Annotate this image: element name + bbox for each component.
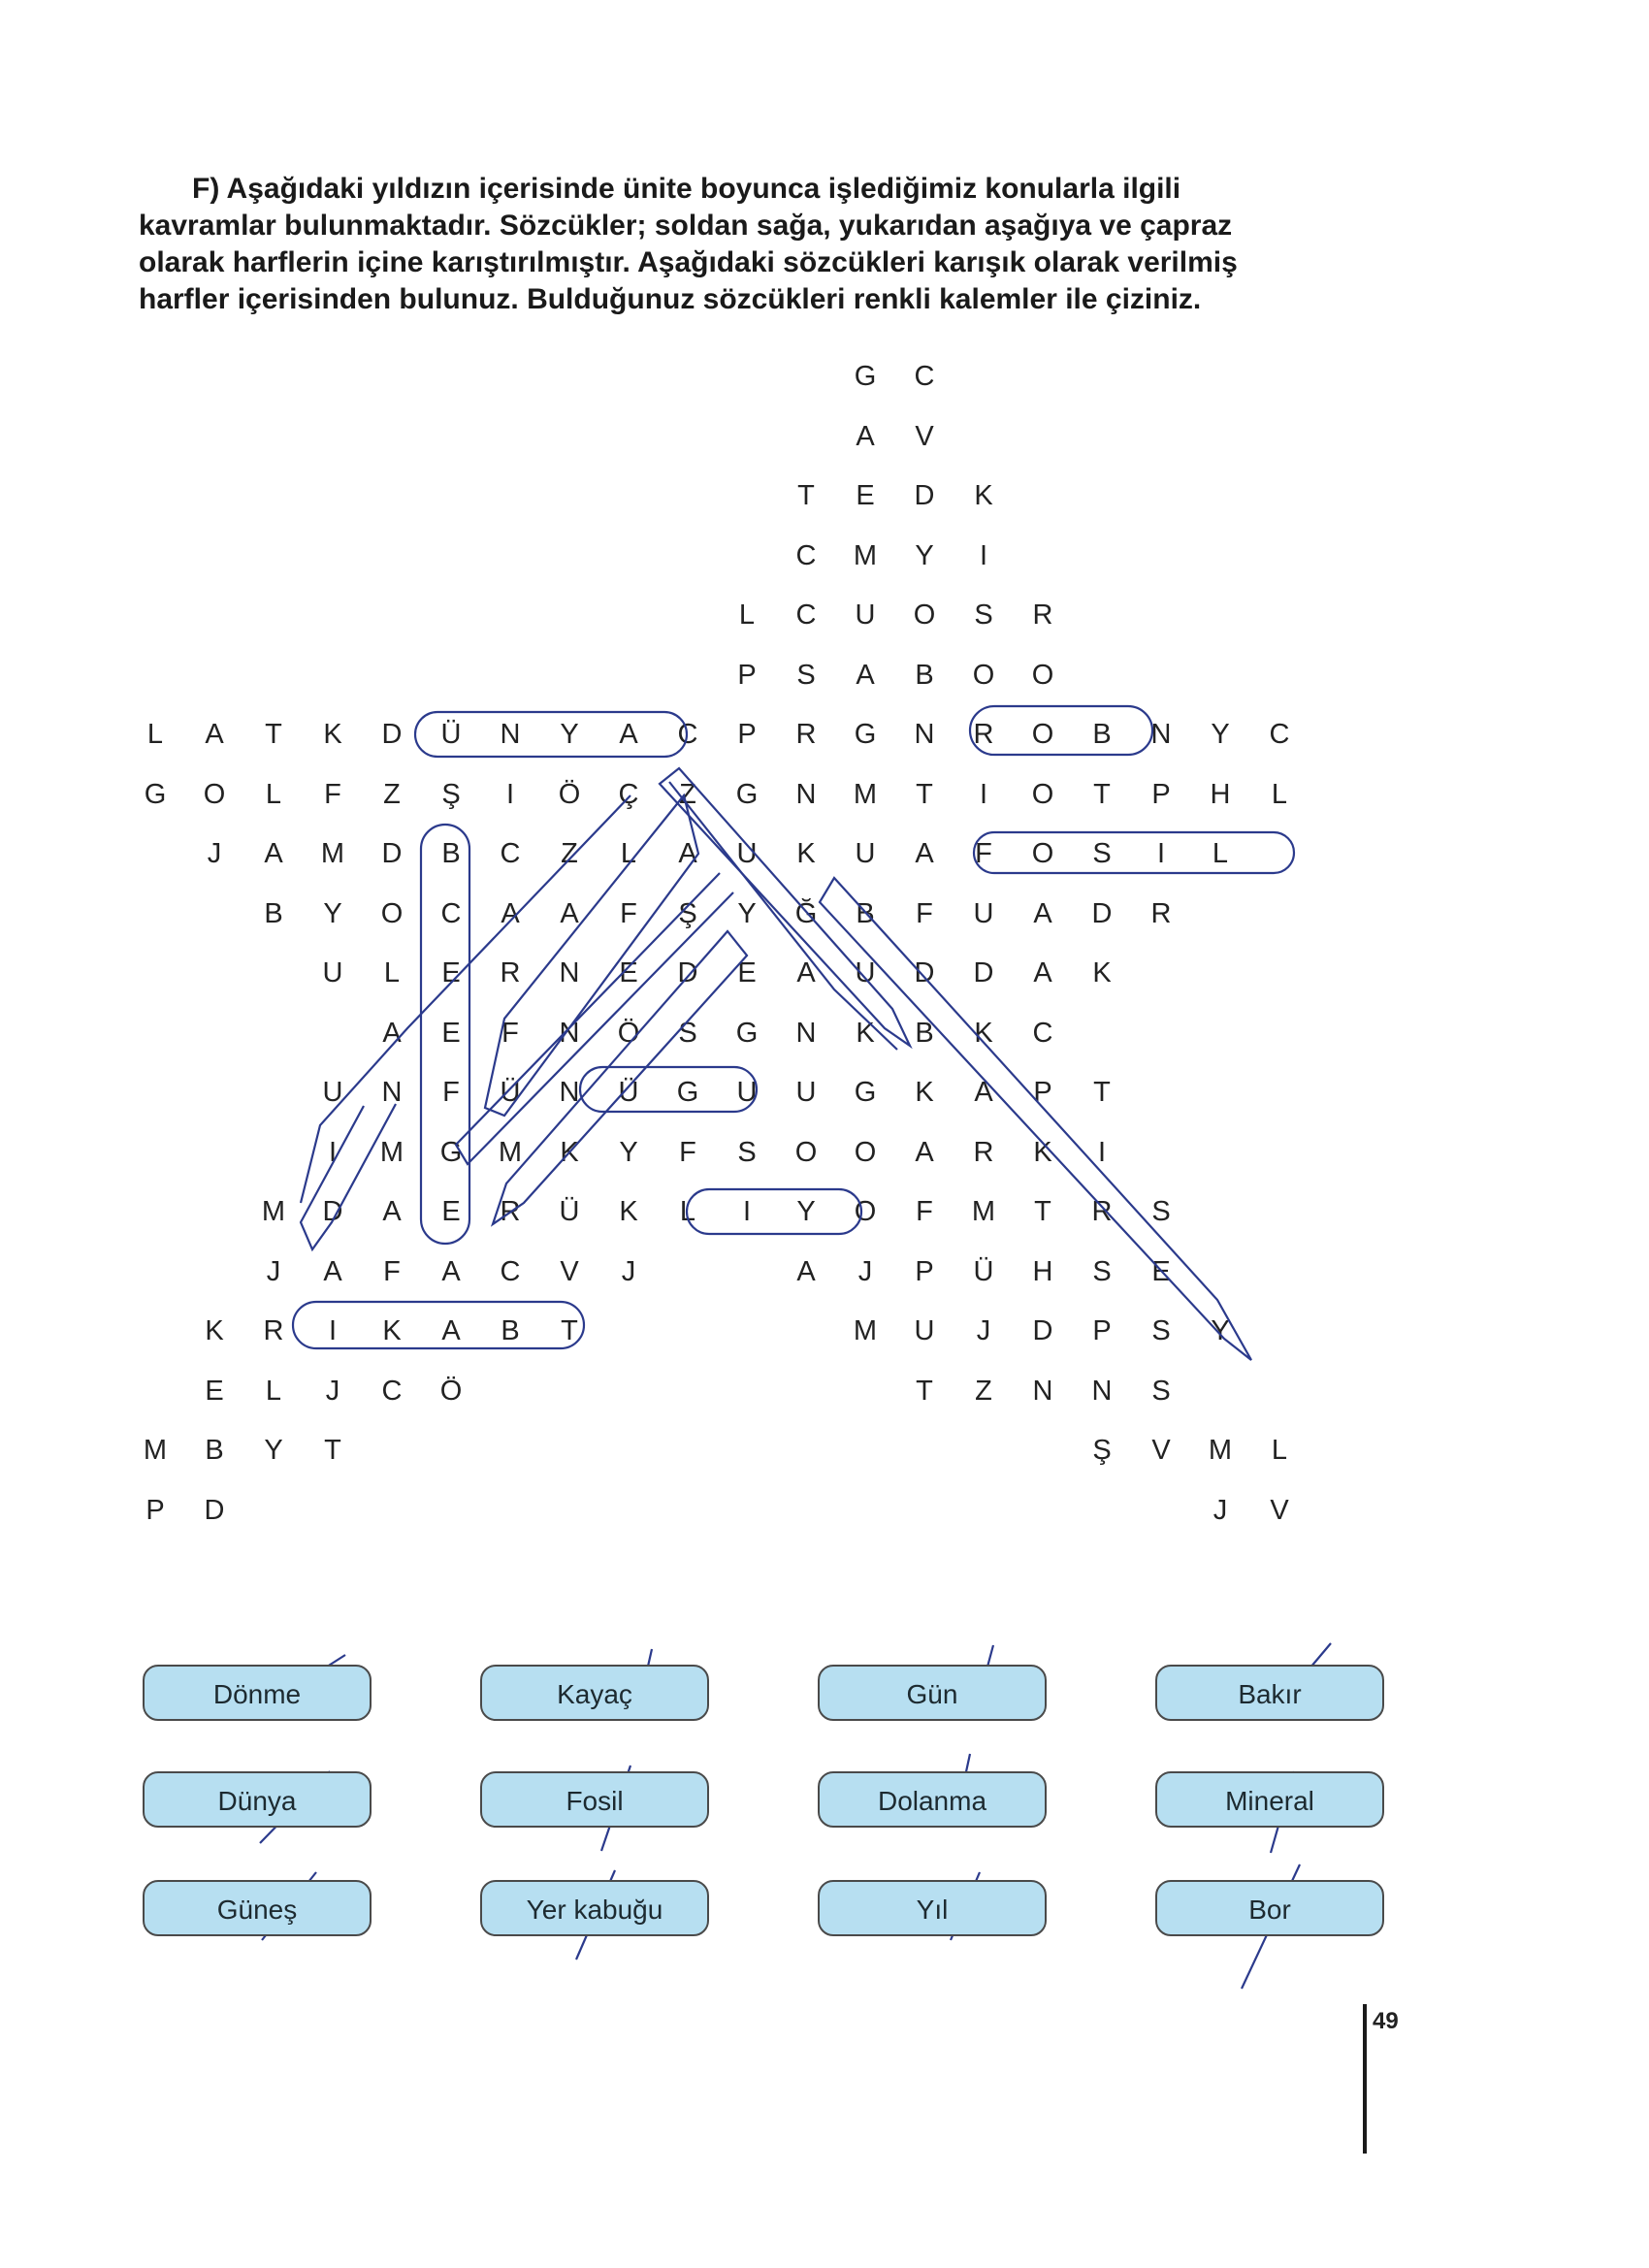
grid-letter: S: [1151, 1375, 1171, 1407]
grid-letter: F: [916, 1196, 933, 1227]
grid-letter: A: [264, 838, 283, 869]
grid-letter: S: [737, 1136, 757, 1168]
grid-letter: G: [144, 778, 167, 810]
grid-letter: K: [619, 1196, 638, 1227]
instructions-line-1: F) Aşağıdaki yıldızın içerisinde ünite boyunca işlediğimiz konularla ilgili: [192, 173, 1181, 205]
grid-letter: A: [1033, 957, 1052, 988]
grid-letter: V: [560, 1255, 579, 1287]
grid-letter: A: [974, 1077, 993, 1108]
grid-letter: B: [441, 838, 461, 869]
word-button[interactable]: Gün: [818, 1665, 1047, 1721]
grid-letter: O: [1031, 719, 1054, 750]
grid-letter: E: [1151, 1255, 1171, 1287]
grid-letter: K: [796, 838, 816, 869]
grid-letter: C: [381, 1375, 403, 1407]
grid-letter: O: [794, 1136, 818, 1168]
grid-letter: M: [853, 778, 878, 810]
grid-letter: D: [204, 1494, 225, 1526]
grid-letter: A: [560, 897, 579, 929]
grid-letter: V: [915, 420, 934, 452]
grid-letter: I: [328, 1136, 338, 1168]
grid-letter: Y: [796, 1196, 816, 1227]
grid-letter: G: [439, 1136, 463, 1168]
grid-letter: Ş: [441, 778, 461, 810]
diagonal-mark-6: [301, 1104, 396, 1249]
grid-letter: U: [914, 1315, 935, 1346]
word-button[interactable]: Fosil: [480, 1771, 709, 1828]
grid-letter: G: [854, 1077, 877, 1108]
grid-letter: C: [500, 838, 521, 869]
grid-letter: U: [322, 957, 343, 988]
grid-letter: S: [1092, 838, 1112, 869]
grid-letter: P: [737, 719, 757, 750]
grid-letter: B: [915, 1017, 934, 1049]
grid-letter: A: [796, 957, 816, 988]
grid-letter: F: [442, 1077, 460, 1108]
grid-letter: A: [915, 838, 934, 869]
word-button[interactable]: Dönme: [143, 1665, 372, 1721]
grid-letter: J: [1212, 1494, 1228, 1526]
grid-letter: G: [854, 361, 877, 392]
grid-letter: O: [913, 599, 936, 631]
grid-letter: F: [501, 1017, 519, 1049]
grid-letter: G: [676, 1077, 699, 1108]
grid-letter: Ö: [558, 778, 581, 810]
grid-letter: M: [853, 539, 878, 571]
grid-letter: Ü: [618, 1077, 639, 1108]
grid-letter: U: [795, 1077, 817, 1108]
grid-letter: L: [620, 838, 637, 869]
grid-letter: A: [441, 1315, 461, 1346]
word-button[interactable]: Yer kabuğu: [480, 1880, 709, 1936]
grid-letter: M: [261, 1196, 286, 1227]
grid-letter: I: [505, 778, 515, 810]
grid-letter: Y: [323, 897, 342, 929]
circle-rikab: [293, 1302, 584, 1348]
grid-letter: B: [856, 897, 875, 929]
grid-letter: U: [736, 838, 758, 869]
circle-liy: [687, 1189, 861, 1234]
grid-letter: Y: [1211, 1315, 1230, 1346]
grid-letter: M: [971, 1196, 996, 1227]
grid-letter: J: [207, 838, 222, 869]
grid-letter: N: [559, 1017, 580, 1049]
grid-letter: L: [146, 719, 164, 750]
grid-letter: C: [795, 599, 817, 631]
grid-letter: D: [322, 1196, 343, 1227]
grid-letter: M: [853, 1315, 878, 1346]
grid-letter: A: [619, 719, 638, 750]
grid-letter: L: [679, 1196, 696, 1227]
grid-letter: Ş: [678, 897, 697, 929]
grid-letter: J: [325, 1375, 340, 1407]
grid-letter: I: [979, 778, 988, 810]
grid-letter: B: [501, 1315, 520, 1346]
grid-letter: K: [382, 1315, 402, 1346]
grid-letter: T: [265, 719, 282, 750]
page-number: 49: [1373, 2008, 1399, 2034]
grid-letter: T: [1034, 1196, 1051, 1227]
diagonal-mark-3: [820, 878, 1251, 1360]
grid-letter: L: [738, 599, 756, 631]
grid-letter: D: [914, 480, 935, 511]
grid-letter: G: [854, 719, 877, 750]
grid-letter: D: [1091, 897, 1113, 929]
grid-letter: N: [1091, 1375, 1113, 1407]
grid-letter: U: [855, 838, 876, 869]
grid-letter: J: [857, 1255, 873, 1287]
grid-letter: R: [1032, 599, 1053, 631]
grid-letter: M: [498, 1136, 523, 1168]
grid-letter: O: [203, 778, 226, 810]
grid-letter: E: [441, 1196, 461, 1227]
grid-letter: M: [320, 838, 345, 869]
grid-letter: K: [974, 1017, 993, 1049]
grid-letter: U: [855, 957, 876, 988]
grid-letter: A: [856, 659, 875, 691]
grid-letter: S: [974, 599, 993, 631]
grid-letter: T: [1093, 778, 1111, 810]
grid-letter: G: [735, 778, 759, 810]
word-button[interactable]: Bor: [1155, 1880, 1384, 1936]
grid-letter: Y: [560, 719, 579, 750]
grid-letter: F: [916, 897, 933, 929]
grid-letter: T: [561, 1315, 578, 1346]
grid-letter: G: [735, 1017, 759, 1049]
grid-letter: C: [1269, 719, 1290, 750]
circle-dolanma: [421, 825, 469, 1244]
diagonal-mark-8: [301, 795, 630, 1203]
grid-letter: V: [1270, 1494, 1289, 1526]
circle-dunya: [415, 712, 687, 757]
grid-letter: R: [973, 1136, 994, 1168]
grid-letter: Ö: [617, 1017, 640, 1049]
grid-letter: Z: [679, 778, 696, 810]
grid-letter: F: [620, 897, 637, 929]
grid-letter: P: [1151, 778, 1171, 810]
circle-nug: [580, 1067, 757, 1112]
grid-letter: Ö: [439, 1375, 463, 1407]
word-button[interactable]: Yıl: [818, 1880, 1047, 1936]
circle-rob: [970, 706, 1152, 755]
circle-fosil: [974, 832, 1294, 873]
grid-letter: D: [1032, 1315, 1053, 1346]
grid-letter: Y: [619, 1136, 638, 1168]
grid-letter: R: [500, 1196, 521, 1227]
grid-letter: P: [146, 1494, 165, 1526]
grid-letter: N: [559, 957, 580, 988]
grid-letter: I: [979, 539, 988, 571]
grid-letter: A: [678, 838, 697, 869]
grid-letter: T: [916, 1375, 933, 1407]
grid-letter: K: [915, 1077, 934, 1108]
grid-letter: C: [440, 897, 462, 929]
word-button[interactable]: Dolanma: [818, 1771, 1047, 1828]
grid-letter: M: [1208, 1435, 1233, 1466]
grid-letter: A: [205, 719, 224, 750]
grid-letter: L: [265, 1375, 282, 1407]
grid-letter: L: [1212, 838, 1229, 869]
grid-letter: V: [1151, 1435, 1171, 1466]
grid-letter: Ş: [1092, 1435, 1112, 1466]
diagonal-mark-2: [669, 782, 897, 1050]
grid-letter: I: [328, 1315, 338, 1346]
grid-letter: S: [678, 1017, 697, 1049]
instructions-line-2: kavramlar bulunmaktadır. Sözcükler; soldan sağa, yukarıdan aşağıya ve çapraz: [139, 210, 1233, 242]
grid-letter: K: [856, 1017, 875, 1049]
grid-letter: K: [323, 719, 342, 750]
grid-letter: F: [383, 1255, 401, 1287]
diagonal-mark-7: [456, 873, 733, 1164]
grid-letter: A: [856, 420, 875, 452]
grid-letter: Z: [561, 838, 578, 869]
grid-letter: N: [500, 719, 521, 750]
grid-letter: I: [742, 1196, 752, 1227]
grid-letter: O: [854, 1136, 877, 1168]
grid-letter: U: [736, 1077, 758, 1108]
grid-letter: P: [1033, 1077, 1052, 1108]
grid-letter: K: [205, 1315, 224, 1346]
grid-letter: E: [619, 957, 638, 988]
page-number-bar: [1363, 2004, 1367, 2154]
grid-letter: B: [205, 1435, 224, 1466]
grid-letter: O: [380, 897, 404, 929]
grid-letter: I: [1156, 838, 1166, 869]
grid-letter: P: [1092, 1315, 1112, 1346]
grid-letter: M: [379, 1136, 404, 1168]
grid-letter: R: [795, 719, 817, 750]
grid-letter: C: [1032, 1017, 1053, 1049]
grid-letter: Ü: [559, 1196, 580, 1227]
grid-letter: B: [1092, 719, 1112, 750]
grid-letter: N: [1032, 1375, 1053, 1407]
grid-letter: T: [916, 778, 933, 810]
grid-letter: J: [976, 1315, 991, 1346]
grid-letter: Y: [915, 539, 934, 571]
grid-letter: S: [1151, 1196, 1171, 1227]
grid-letter: J: [621, 1255, 636, 1287]
grid-letter: D: [381, 838, 403, 869]
grid-letter: F: [324, 778, 341, 810]
grid-letter: S: [1151, 1315, 1171, 1346]
grid-letter: Y: [264, 1435, 283, 1466]
grid-letter: F: [679, 1136, 696, 1168]
grid-letter: E: [441, 1017, 461, 1049]
word-button[interactable]: Bakır: [1155, 1665, 1384, 1721]
grid-letter: J: [266, 1255, 281, 1287]
grid-letter: K: [1033, 1136, 1052, 1168]
grid-letter: K: [560, 1136, 579, 1168]
word-button[interactable]: Mineral: [1155, 1771, 1384, 1828]
grid-letter: Ü: [440, 719, 462, 750]
grid-letter: E: [856, 480, 875, 511]
grid-letter: N: [795, 778, 817, 810]
grid-letter: U: [855, 599, 876, 631]
diagonal-mark-1: [660, 768, 910, 1046]
grid-letter: S: [796, 659, 816, 691]
grid-letter: N: [914, 719, 935, 750]
grid-letter: A: [323, 1255, 342, 1287]
grid-letter: R: [1091, 1196, 1113, 1227]
grid-letter: H: [1210, 778, 1231, 810]
grid-letter: M: [143, 1435, 168, 1466]
grid-letter: A: [382, 1017, 402, 1049]
grid-letter: N: [559, 1077, 580, 1108]
grid-letter: Y: [737, 897, 757, 929]
grid-letter: R: [500, 957, 521, 988]
grid-letter: O: [854, 1196, 877, 1227]
grid-letter: C: [914, 361, 935, 392]
word-button[interactable]: Dünya: [143, 1771, 372, 1828]
grid-letter: D: [381, 719, 403, 750]
grid-letter: D: [914, 957, 935, 988]
grid-letter: L: [1271, 1435, 1288, 1466]
grid-letter: O: [1031, 659, 1054, 691]
grid-letter: L: [1271, 778, 1288, 810]
grid-letter: E: [441, 957, 461, 988]
grid-letter: T: [797, 480, 815, 511]
grid-letter: Z: [383, 778, 401, 810]
instructions-line-4: harfler içerisinden bulunuz. Bulduğunuz sözcükleri renkli kalemler ile çiziniz.: [139, 283, 1202, 315]
grid-letter: L: [383, 957, 401, 988]
grid-letter: P: [737, 659, 757, 691]
grid-letter: Ç: [618, 778, 639, 810]
grid-letter: A: [382, 1196, 402, 1227]
grid-letter: A: [1033, 897, 1052, 929]
grid-letter: E: [205, 1375, 224, 1407]
grid-letter: N: [1150, 719, 1172, 750]
word-button[interactable]: Güneş: [143, 1880, 372, 1936]
grid-letter: B: [915, 659, 934, 691]
grid-letter: Z: [975, 1375, 992, 1407]
grid-letter: Ü: [500, 1077, 521, 1108]
grid-letter: A: [915, 1136, 934, 1168]
grid-letter: K: [974, 480, 993, 511]
grid-letter: D: [677, 957, 698, 988]
word-button[interactable]: Kayaç: [480, 1665, 709, 1721]
grid-letter: L: [265, 778, 282, 810]
grid-letter: A: [501, 897, 520, 929]
grid-letter: P: [915, 1255, 934, 1287]
grid-letter: Ü: [973, 1255, 994, 1287]
grid-letter: D: [973, 957, 994, 988]
grid-letter: R: [263, 1315, 284, 1346]
grid-letter: C: [677, 719, 698, 750]
grid-letter: Y: [1211, 719, 1230, 750]
grid-letter: T: [324, 1435, 341, 1466]
grid-letter: O: [972, 659, 995, 691]
grid-letter: N: [795, 1017, 817, 1049]
grid-letter: N: [381, 1077, 403, 1108]
grid-letter: U: [322, 1077, 343, 1108]
instructions-line-3: olarak harflerin içine karıştırılmıştır. Aşağıdaki sözcükleri karışık olarak verilmiş: [139, 246, 1238, 278]
grid-letter: Ğ: [794, 897, 818, 929]
grid-letter: H: [1032, 1255, 1053, 1287]
grid-letter: R: [973, 719, 994, 750]
grid-letter: O: [1031, 838, 1054, 869]
grid-letter: B: [264, 897, 283, 929]
grid-letter: U: [973, 897, 994, 929]
grid-letter: F: [975, 838, 992, 869]
grid-letter: T: [1093, 1077, 1111, 1108]
grid-letter: O: [1031, 778, 1054, 810]
grid-letter: A: [441, 1255, 461, 1287]
grid-letter: C: [795, 539, 817, 571]
grid-letter: I: [1097, 1136, 1107, 1168]
grid-letter: S: [1092, 1255, 1112, 1287]
grid-letter: C: [500, 1255, 521, 1287]
grid-letter: R: [1150, 897, 1172, 929]
grid-letter: A: [796, 1255, 816, 1287]
grid-letter: E: [737, 957, 757, 988]
grid-letter: K: [1092, 957, 1112, 988]
